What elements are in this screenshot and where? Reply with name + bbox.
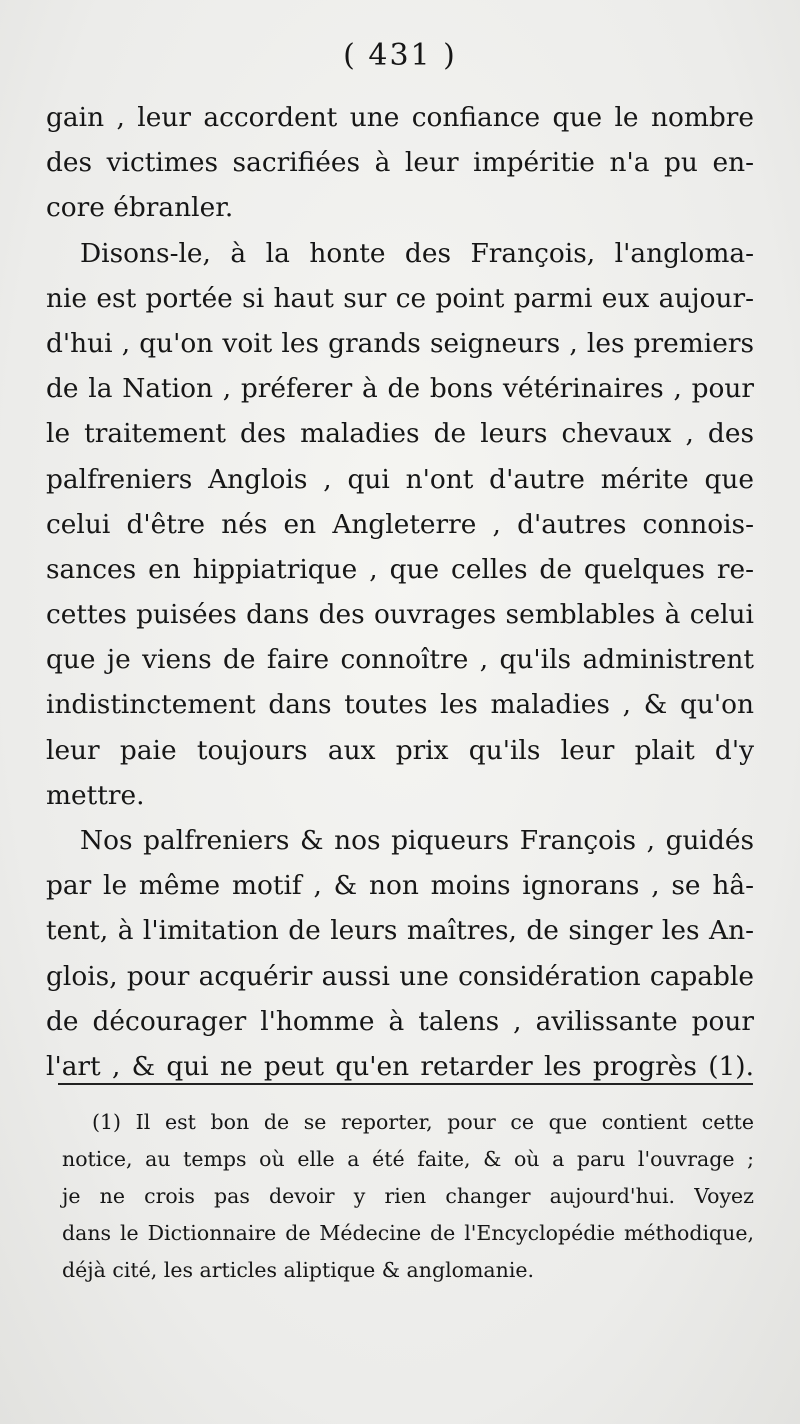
- text-line: le traitement des maladies de leurs chevaux , des: [46, 418, 754, 450]
- text-line: l'art , & qui ne peut qu'en retarder les progrès (1).: [46, 1050, 754, 1082]
- paragraph-3: [46, 818, 754, 1089]
- footnote-line: (1) Il est bon de se reporter, pour ce que contient cette: [92, 1110, 754, 1134]
- footnote-line: dans le Dictionnaire de Médecine de l'Encyclopédie méthodique,: [62, 1221, 754, 1245]
- text-line: gain , leur accordent une confiance que le nombre: [46, 102, 754, 133]
- body-text: [46, 95, 754, 1089]
- text-line: core ébranler.: [46, 192, 234, 224]
- text-line: de décourager l'homme à talens , avilissante pour: [46, 1005, 754, 1037]
- paragraph-1: [46, 95, 754, 231]
- footnote-line: je ne crois pas devoir y rien changer aujourd'hui. Voyez: [62, 1184, 754, 1208]
- text-line: tent, à l'imitation de leurs maîtres, de singer les An-: [46, 915, 754, 947]
- text-line: celui d'être nés en Angleterre , d'autres connois-: [46, 508, 754, 540]
- paragraph-2: [46, 231, 754, 818]
- footnote-line: déjà cité, les articles aliptique & anglomanie.: [62, 1258, 535, 1282]
- text-line: mettre.: [46, 779, 145, 811]
- text-line: glois, pour acquérir aussi une considération capable: [46, 960, 754, 992]
- text-line: leur paie toujours aux prix qu'ils leur plait d'y: [46, 734, 754, 766]
- page-number: ( 431 ): [343, 38, 457, 73]
- text-line: par le même motif , & non moins ignorans , se hâ-: [46, 870, 754, 902]
- footnote-separator-rule: [58, 1083, 753, 1085]
- text-line: d'hui , qu'on voit les grands seigneurs , les premiers: [46, 327, 754, 359]
- text-line: indistinctement dans toutes les maladies , & qu'on: [46, 689, 754, 721]
- text-line: Disons-le, à la honte des François, l'angloma-: [80, 237, 754, 269]
- text-line: palfreniers Anglois , qui n'ont d'autre mérite que: [46, 463, 754, 495]
- text-line: sances en hippiatrique , que celles de quelques re-: [46, 553, 754, 585]
- footnote: [62, 1104, 754, 1289]
- text-line: nie est portée si haut sur ce point parmi eux aujour-: [46, 282, 754, 314]
- text-line: Nos palfreniers & nos piqueurs François , guidés: [80, 825, 754, 856]
- text-line: que je viens de faire connoître , qu'ils administrent: [46, 644, 754, 676]
- text-line: des victimes sacrifiées à leur impéritie n'a pu en-: [46, 147, 754, 179]
- text-line: cettes puisées dans des ouvrages semblables à celui: [46, 599, 754, 631]
- footnote-line: notice, au temps où elle a été faite, & où a paru l'ouvrage ;: [62, 1147, 754, 1171]
- text-line: de la Nation , préferer à de bons vétérinaires , pour: [46, 373, 754, 405]
